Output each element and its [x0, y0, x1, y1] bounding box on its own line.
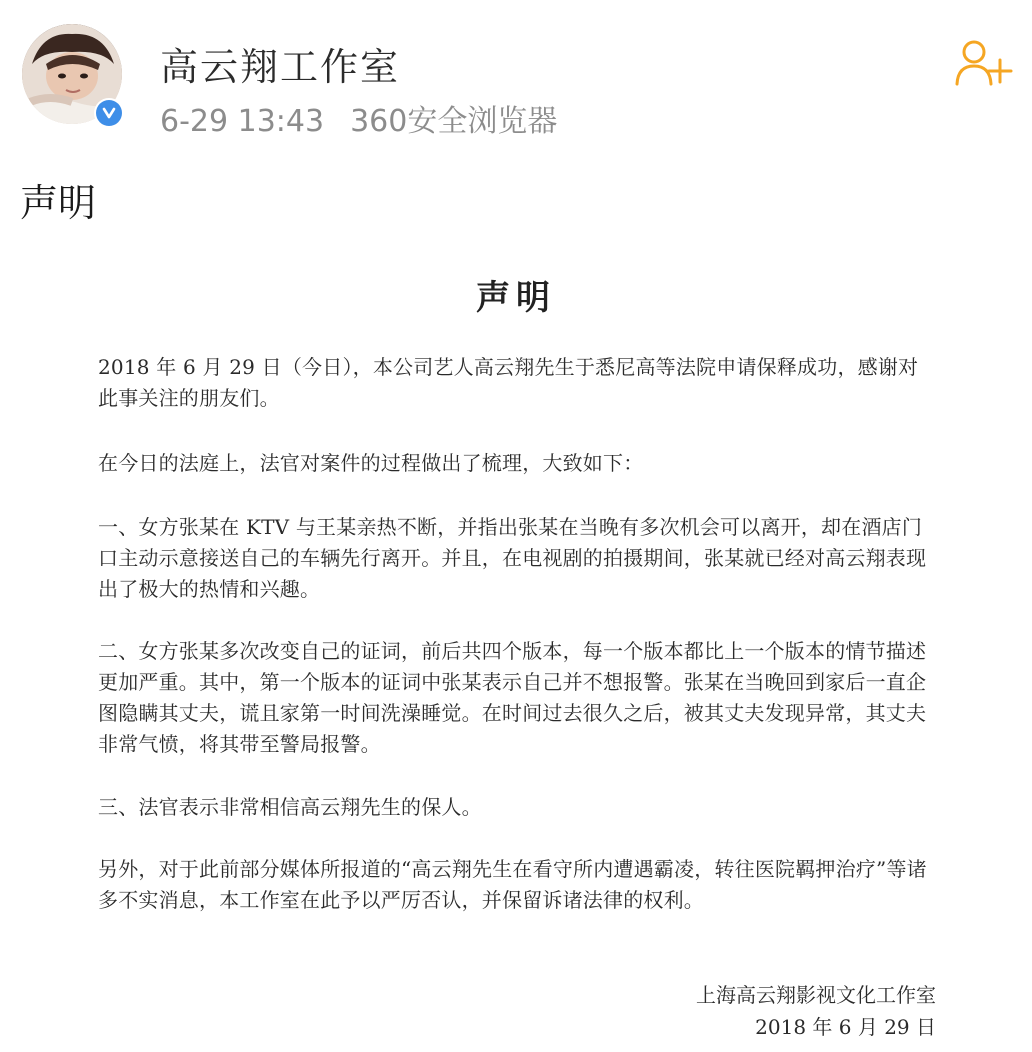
post-time: 6-29 13:43	[160, 104, 325, 139]
post-meta	[160, 96, 557, 140]
post-source: 360安全浏览器	[350, 104, 558, 139]
statement-paragraph: 二、女方张某多次改变自己的证词，前后共四个版本，每一个版本都比上一个版本的情节描述更加严重。其中，第一个版本的证词中张某表示自己并不想报警。张某在当晚回到家后一直企图隐瞒其丈夫，谎且家第一时间洗澡睡觉。在时间过去很久之后，被其丈夫发现异常，其丈夫非常气愤，将其带至警局报警。	[98, 639, 927, 756]
follow-icon[interactable]	[954, 38, 1014, 88]
statement-date: 2018 年 6 月 29 日	[755, 1015, 936, 1039]
account-name[interactable]: 高云翔工作室	[160, 45, 401, 89]
statement-paragraph: 在今日的法庭上，法官对案件的过程做出了梳理，大致如下：	[98, 451, 644, 475]
post-header	[0, 0, 1032, 150]
statement-organization: 上海高云翔影视文化工作室	[696, 983, 936, 1007]
statement-image	[0, 240, 1032, 1052]
statement-paragraph: 另外，对于此前部分媒体所报道的“高云翔先生在看守所内遭遇霸凌，转往医院羁押治疗”等诸多不实消息，本工作室在此予以严厉否认，并保留诉诸法律的权利。	[98, 857, 927, 912]
statement-paragraph: 2018 年 6 月 29 日（今日），本公司艺人高云翔先生于悉尼高等法院申请保释成功，感谢对此事关注的朋友们。	[98, 355, 919, 410]
post-title: 声明	[20, 181, 97, 225]
verified-badge-icon	[94, 98, 124, 128]
statement-paragraph: 一、女方张某在 KTV 与王某亲热不断，并指出张某在当晚有多次机会可以离开，却在酒店门口主动示意接送自己的车辆先行离开。并且，在电视剧的拍摄期间，张某就已经对高云翔表现出了极大的热情和兴趣。	[98, 515, 927, 601]
statement-paragraph: 三、法官表示非常相信高云翔先生的保人。	[98, 795, 482, 819]
statement-title: 声明	[476, 278, 556, 318]
